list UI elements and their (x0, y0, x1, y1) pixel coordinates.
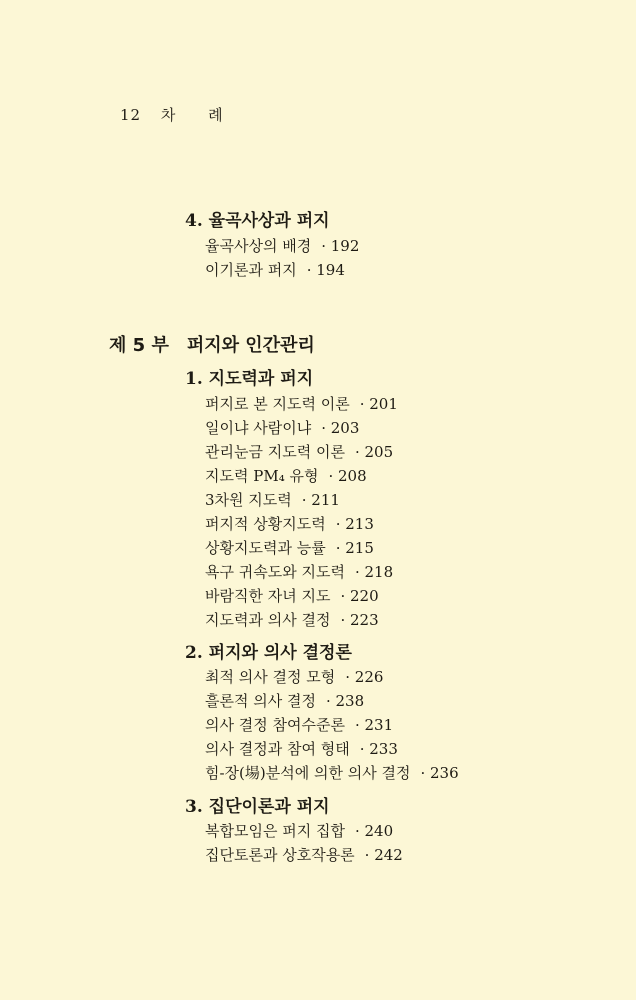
toc-entry (205, 844, 403, 865)
toc-entry (205, 609, 379, 630)
toc-entry (205, 537, 374, 558)
toc-entry-text: 의사 결정과 참여 형태 (205, 740, 350, 758)
toc-entry (205, 820, 393, 841)
toc-entry (205, 465, 367, 486)
toc-entry (205, 417, 359, 438)
toc-entry (205, 441, 393, 462)
toc-entry-text: 흘론적 의사 결정 (205, 692, 316, 710)
toc-entry-page: · 205 (354, 443, 394, 461)
toc-entry (205, 235, 359, 256)
toc-entry-text: 관리눈금 지도력 이론 (205, 443, 345, 461)
toc-entry-page: · 242 (364, 846, 403, 864)
part-title: 퍼지와 인간관리 (186, 335, 315, 356)
toc-entry-text: 최적 의사 결정 모형 (205, 668, 336, 686)
toc-entry (205, 690, 364, 711)
toc-entry (205, 259, 345, 280)
toc-entry-text: 퍼지적 상황지도력 (205, 515, 326, 533)
chapter-title: 3. 집단이론과 퍼지 (185, 797, 330, 817)
header-title-char-2: 례 (208, 106, 224, 124)
toc-entry-text: 힘-장(場)분석에 의한 의사 결정 (205, 764, 411, 782)
toc-entry-page: · 236 (420, 764, 459, 782)
toc-entry (205, 393, 398, 414)
toc-entry (205, 561, 393, 582)
toc-entry-text: 율곡사상의 배경 (205, 237, 312, 255)
toc-entry (205, 513, 374, 534)
toc-entry-page: · 208 (328, 467, 367, 485)
toc-entry-page: · 203 (321, 419, 360, 437)
toc-entry (205, 738, 398, 759)
toc-entry-page: · 231 (354, 716, 394, 734)
toc-entry-page: · 220 (340, 587, 379, 605)
part-heading (109, 331, 315, 357)
toc-entry-text: 상황지도력과 능률 (205, 539, 326, 557)
toc-entry-page: · 194 (306, 261, 345, 279)
toc-entry-page: · 238 (325, 692, 365, 710)
toc-entry-page: · 213 (335, 515, 374, 533)
running-header (120, 104, 224, 125)
toc-entry-text: 이기론과 퍼지 (205, 261, 297, 279)
page-number: 12 (120, 106, 142, 124)
toc-entry (205, 666, 383, 687)
toc-entry-page: · 211 (301, 491, 340, 509)
toc-entry-page: · 233 (359, 740, 398, 758)
toc-entry-text: 지도력 PM₄ 유형 (205, 467, 319, 485)
toc-entry-text: 집단토론과 상호작용론 (205, 846, 355, 864)
toc-entry-page: · 201 (359, 395, 398, 413)
toc-entry-text: 욕구 귀속도와 지도력 (205, 563, 345, 581)
toc-entry (205, 585, 379, 606)
header-title-char-1: 차 (160, 106, 177, 124)
toc-entry-page: · 223 (340, 611, 379, 629)
toc-entry-text: 의사 결정 참여수준론 (205, 716, 345, 734)
toc-entry-page: · 192 (321, 237, 360, 255)
part-label: 제 5 부 (109, 335, 169, 356)
toc-entry-text: 3차원 지도력 (205, 491, 292, 509)
toc-entry-page: · 240 (354, 822, 394, 840)
toc-entry-text: 일이냐 사람이냐 (205, 419, 312, 437)
toc-entry (205, 489, 340, 510)
toc-entry-page: · 218 (354, 563, 394, 581)
toc-entry-text: 바람직한 자녀 지도 (205, 587, 331, 605)
chapter-title: 2. 퍼지와 의사 결정론 (185, 643, 352, 663)
toc-entry-page: · 226 (345, 668, 384, 686)
toc-entry (205, 762, 459, 783)
toc-entry (205, 714, 393, 735)
toc-entry-page: · 215 (335, 539, 374, 557)
section-title: 4. 율곡사상과 퍼지 (185, 211, 330, 231)
toc-entry-text: 퍼지로 본 지도력 이론 (205, 395, 350, 413)
toc-entry-text: 지도력과 의사 결정 (205, 611, 331, 629)
toc-entry-text: 복합모임은 퍼지 집합 (205, 822, 345, 840)
chapter-title: 1. 지도력과 퍼지 (185, 369, 314, 389)
